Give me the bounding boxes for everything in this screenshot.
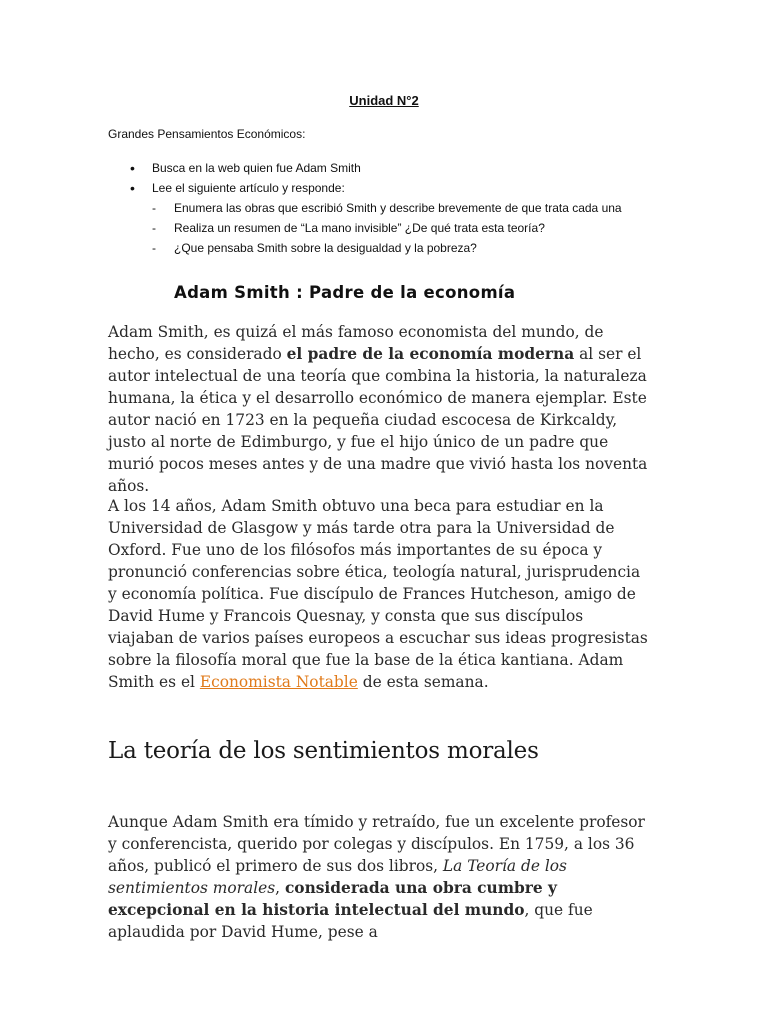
text-span: A los 14 años, Adam Smith obtuvo una beca para estudiar en la Universidad de Glasgow y más tarde otra para la Universidad de Oxford. Fue uno de los filósofos más importantes de su época y pronunció conferencias sobre ética, teología natural, jurisprudencia y economía política. Fue discípulo de Frances Hutcheson, amigo de David Hume y Francois Quesnay, y consta que sus discípulos viajaban de varios países europeos a escuchar sus ideas progresistas sobre la filosofía moral que fue la base de la ética kantiana. Adam Smith es el [108, 497, 648, 691]
paragraph-education [108, 495, 653, 693]
article-title: Adam Smith : Padre de la economía [174, 283, 516, 302]
paragraph-intro [108, 321, 653, 497]
task-bullet: • Lee el siguiente artículo y responde: [108, 178, 708, 198]
economista-notable-link[interactable]: Economista Notable [199, 673, 358, 691]
task-list [108, 158, 708, 258]
text-span: de esta semana. [357, 673, 489, 691]
book-title: La Teoría de los sentimientos morales [108, 857, 567, 897]
subtitle: Grandes Pensamientos Económicos: [108, 127, 306, 141]
task-bullet: • Busca en la web quien fue Adam Smith [108, 158, 708, 178]
section-heading: La teoría de los sentimientos morales [108, 738, 539, 764]
text-span: , que fue aplaudida por David Hume, pese a [108, 901, 593, 941]
text-span: , [275, 879, 285, 897]
bold-text: considerada una obra cumbre y excepcional en la historia intelectual del mundo [108, 879, 557, 919]
task-subitem: - Realiza un resumen de “La mano invisible” ¿De qué trata esta teoría? [108, 218, 708, 238]
text-span: al ser el autor intelectual de una teoría que combina la historia, la naturaleza humana, la ética y el desarrollo económico de manera ejemplar. Este autor nació en 1723 en la pequeña ciudad escocesa de Kirkcaldy, justo al norte de Edimburgo, y fue el hijo único de un padre que murió pocos meses antes y de una madre que vivió hasta los noventa años. [108, 345, 648, 495]
text-span: Adam Smith, es quizá el más famoso economista del mundo, de hecho, es considerado [108, 323, 604, 363]
text-span: Aunque Adam Smith era tímido y retraído, fue un excelente profesor y conferencista, querido por colegas y discípulos. En 1759, a los 36 años, publicó el primero de sus dos libros, [108, 813, 645, 875]
unit-title: Unidad N°2 [349, 93, 419, 108]
task-subitem: - ¿Que pensaba Smith sobre la desigualdad y la pobreza? [108, 238, 708, 258]
task-subitem: - Enumera las obras que escribió Smith y describe brevemente de que trata cada una [108, 198, 708, 218]
bold-text: el padre de la economía moderna [286, 345, 575, 363]
paragraph-sentimientos [108, 811, 653, 943]
